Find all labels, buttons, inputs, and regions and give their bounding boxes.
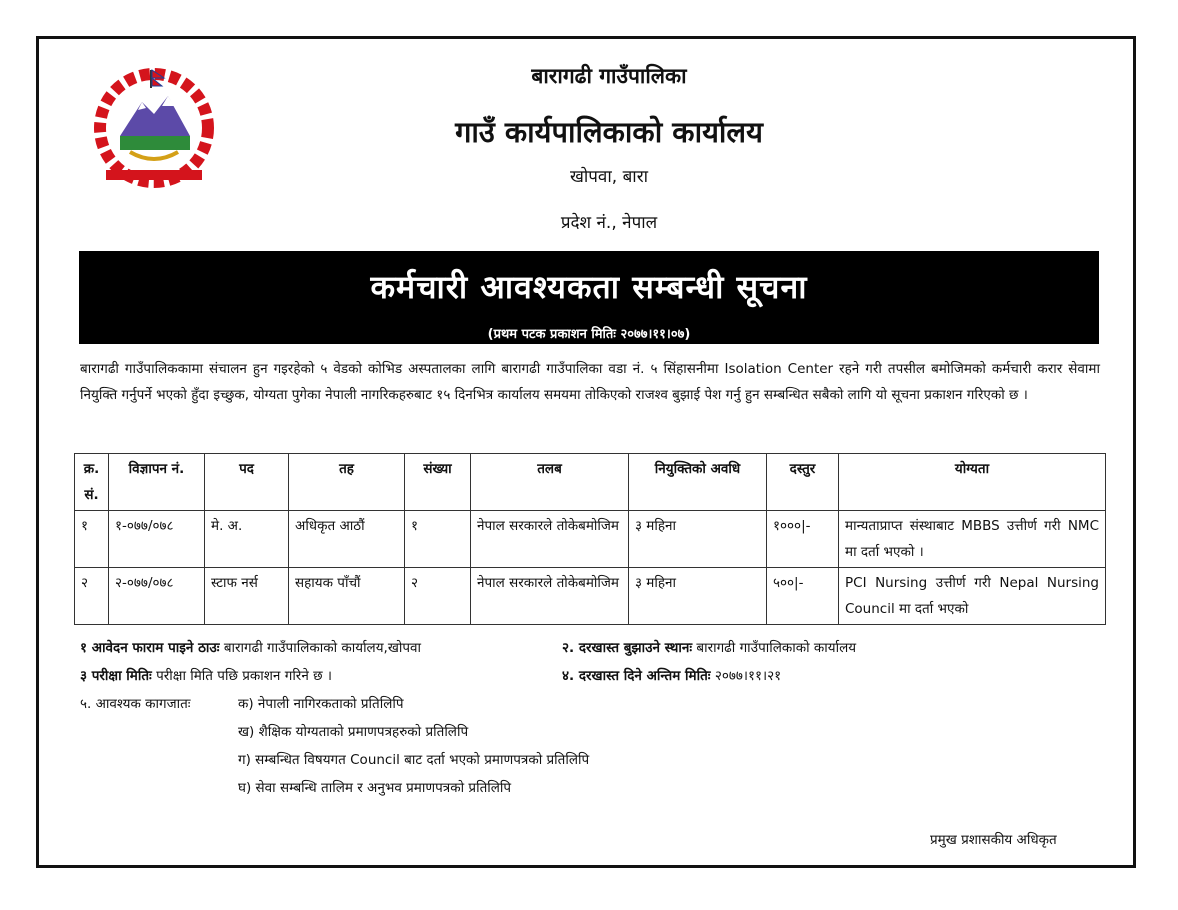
table-header-row	[75, 454, 1106, 511]
submission-location-value: बारागढी गाउँपालिकाको कार्यालय	[696, 640, 857, 656]
cell-salary: नेपाल सरकारले तोकेबमोजिम	[471, 511, 629, 568]
cell-serial: २	[75, 568, 109, 625]
office-location: खोपवा, बारा	[569, 167, 649, 187]
notice-banner	[79, 251, 1099, 344]
col-fee: दस्तुर	[767, 454, 839, 511]
intro-paragraph: बारागढी गाउँपालिककामा संचालन हुन गइरहेको ५ वेडको कोभिड अस्पतालका लागि बारागढी गाउँपालिका वडा नं. ५ सिंहासनीमा Isolation Center रहने गरी तपसील बमोजिमको कर्मचारी करार सेवामा नियुक्ति गर्नुपर्ने भएको हुँदा इच्छुक, योग्यता पुगेका नेपाली नागरिकहरुबाट १५ दिनभित्र कार्यालय समयमा तोकिएको राजश्व बुझाई पेश गर्नु हुन सम्बन्धित सबैको लागि यो सूचना प्रकाशन गरिएको छ ।	[80, 361, 1100, 403]
col-count: संख्या	[405, 454, 471, 511]
col-duration: नियुक्तिको अवधि	[629, 454, 767, 511]
form-location	[80, 638, 421, 658]
cell-fee: १०००|-	[767, 511, 839, 568]
vacancy-table	[74, 453, 1106, 625]
deadline-label: ४. दरखास्त दिने अन्तिम मितिः	[562, 668, 711, 684]
deadline	[562, 666, 781, 686]
exam-date-label: ३ परीक्षा मितिः	[80, 668, 152, 684]
cell-level: अधिकृत आठौं	[289, 511, 405, 568]
table-row	[75, 568, 1106, 625]
doc-item: ग) सम्बन्धित विषयगत Council बाट दर्ता भएको प्रमाणपत्रको प्रतिलिपि	[238, 752, 590, 768]
cell-post: स्टाफ नर्स	[205, 568, 289, 625]
notice-title: कर्मचारी आवश्यकता सम्बन्धी सूचना	[370, 268, 808, 306]
exam-date-value: परीक्षा मिति पछि प्रकाशन गरिने छ ।	[156, 668, 332, 684]
col-post: पद	[205, 454, 289, 511]
cell-serial: १	[75, 511, 109, 568]
cell-count: १	[405, 511, 471, 568]
cell-level: सहायक पाँचौं	[289, 568, 405, 625]
form-location-label: १ आवेदन फाराम पाइने ठाउः	[80, 640, 220, 656]
office-name: गाउँ कार्यपालिकाको कार्यालय	[455, 115, 763, 149]
cell-adv-no: १-०७७/०७८	[109, 511, 205, 568]
doc-item: क) नेपाली नागिरकताको प्रतिलिपि	[238, 696, 404, 712]
form-location-value: बारागढी गाउँपालिकाको कार्यालय,खोपवा	[223, 640, 422, 656]
cell-salary: नेपाल सरकारले तोकेबमोजिम	[471, 568, 629, 625]
doc-item: घ) सेवा सम्बन्धि तालिम र अनुभव प्रमाणपत्रको प्रतिलिपि	[238, 780, 512, 796]
deadline-value: २०७७।११।२१	[714, 668, 782, 684]
col-adv-no: विज्ञापन नं.	[109, 454, 205, 511]
publication-date: (प्रथम पटक प्रकाशन मितिः २०७७।११।०७)	[487, 327, 691, 342]
cell-count: २	[405, 568, 471, 625]
cell-adv-no: २-०७७/०७८	[109, 568, 205, 625]
table-row	[75, 511, 1106, 568]
col-salary: तलब	[471, 454, 629, 511]
cell-duration: ३ महिना	[629, 511, 767, 568]
cell-duration: ३ महिना	[629, 568, 767, 625]
cell-post: मे. अ.	[205, 511, 289, 568]
col-serial: क्र. सं.	[75, 454, 109, 511]
col-qualification: योग्यता	[839, 454, 1106, 511]
municipality-name: बारागढी गाउँपालिका	[531, 64, 687, 88]
exam-date	[80, 666, 332, 686]
signature-title: प्रमुख प्रशासकीय अधिकृत	[930, 832, 1057, 848]
submission-location-label: २. दरखास्त बुझाउने स्थानः	[562, 640, 693, 656]
col-level: तह	[289, 454, 405, 511]
cell-qualification: मान्यताप्राप्त संस्थाबाट MBBS उत्तीर्ण गरी NMC मा दर्ता भएको ।	[839, 511, 1106, 568]
submission-location	[562, 638, 856, 658]
province-line: प्रदेश नं., नेपाल	[560, 213, 658, 233]
cell-qualification: PCI Nursing उत्तीर्ण गरी Nepal Nursing Council मा दर्ता भएको	[839, 568, 1106, 625]
required-docs-label: ५. आवश्यक कागजातः	[80, 696, 191, 712]
cell-fee: ५००|-	[767, 568, 839, 625]
doc-item: ख) शैक्षिक योग्यताको प्रमाणपत्रहरुको प्रतिलिपि	[238, 724, 469, 740]
